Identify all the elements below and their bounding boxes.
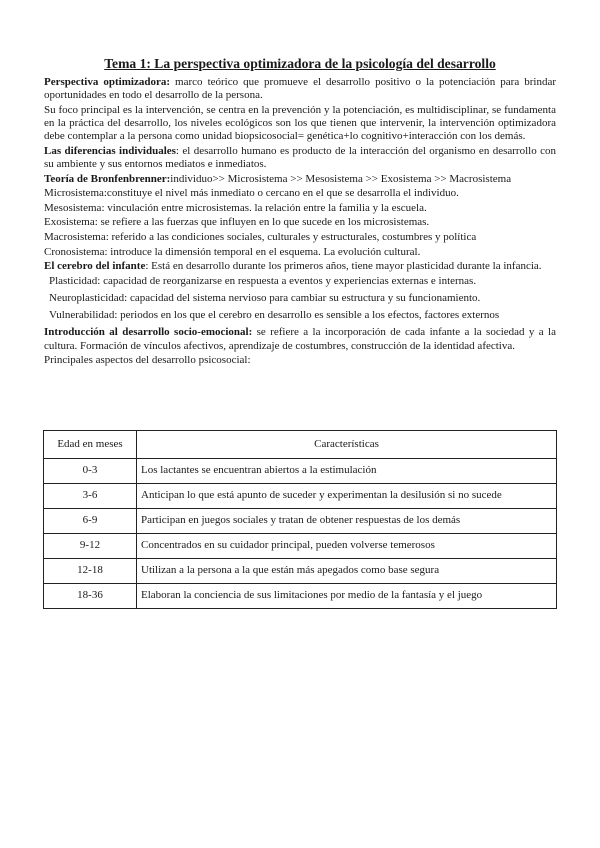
- cell-description: Anticipan lo que está apunto de suceder y experimentan la desilusión si no sucede: [137, 484, 557, 509]
- paragraph-microsistema: Microsistema:constituye el nivel más inmediato o cercano en el que se desarrolla el individuo.: [44, 187, 459, 200]
- paragraph-plasticidad: Plasticidad: capacidad de reorganizarse en respuesta a eventos y experiencias externas e internas.: [49, 274, 477, 287]
- cell-description: Los lactantes se encuentran abiertos a la estimulación: [137, 459, 557, 484]
- document-body: [44, 76, 556, 369]
- paragraph-principales: Principales aspectos del desarrollo psicosocial:: [44, 354, 251, 367]
- paragraph-exosistema: Exosistema: se refiere a las fuerzas que influyen en lo que sucede en los microsistemas.: [44, 216, 430, 229]
- cell-age: 6-9: [44, 509, 137, 534]
- header-edad: Edad en meses: [44, 431, 137, 459]
- term-socioemocional: Introducción al desarrollo socio-emocional:: [44, 326, 253, 339]
- term-bronfenbrenner: Teoría de Bronfenbrenner:: [44, 172, 171, 185]
- page-title: Tema 1: La perspectiva optimizadora de la psicología del desarrollo: [104, 56, 496, 71]
- paragraph-cronosistema: Cronosistema: introduce la dimensión temporal en el esquema. La evolución cultural.: [44, 245, 421, 258]
- term-perspectiva: Perspectiva optimizadora:: [44, 76, 171, 88]
- paragraph-vulnerabilidad: Vulnerabilidad: periodos en los que el cerebro en desarrollo es sensible a los efectos, factores externos: [49, 309, 500, 322]
- table-row: [44, 459, 557, 484]
- term-diferencias: Las diferencias individuales: [44, 144, 176, 157]
- cell-description: Elaboran la conciencia de sus limitaciones por medio de la fantasía y el juego: [137, 584, 557, 609]
- cell-description: Concentrados en su cuidador principal, pueden volverse temerosos: [137, 534, 557, 559]
- table-row: [44, 509, 557, 534]
- cell-age: 3-6: [44, 484, 137, 509]
- table-row: [44, 559, 557, 584]
- paragraph-neuroplasticidad: Neuroplasticidad: capacidad del sistema nervioso para cambiar su estructura y su funcionamiento.: [49, 291, 481, 304]
- table-row: [44, 584, 557, 609]
- header-caracteristicas: Características: [137, 431, 557, 459]
- table-header-row: [44, 431, 557, 459]
- cell-age: 12-18: [44, 559, 137, 584]
- text-bronfenbrenner: individuo>> Microsistema >> Mesosistema >> Exosistema >> Macrosistema: [170, 172, 512, 185]
- paragraph-macrosistema: Macrosistema: referido a las condiciones sociales, culturales y estructurales, costumbres y política: [44, 230, 477, 243]
- text-perspectiva: marco teórico que promueve el desarrollo positivo o la potenciación para brindar oportunidades en todo el desarrollo de la persona.: [44, 76, 557, 102]
- cell-age: 9-12: [44, 534, 137, 559]
- paragraph-foco: Su foco principal es la intervención, se centra en la prevención y la potenciación, es multidisciplinar, se fundamenta en la práctica del desarrollo, los niveles ecológicos son los que tienen que intervenir, la intervención optimizadora debe contemplar a la persona como unidad biopsicosocial= genética+lo cognitivo+interacción con los demás.: [44, 103, 556, 143]
- paragraph-bronfenbrenner: [44, 173, 556, 186]
- paragraph-cerebro: [44, 260, 556, 273]
- cell-description: Participan en juegos sociales y tratan de obtener respuestas de los demás: [137, 509, 557, 534]
- term-cerebro: El cerebro del infante: [44, 260, 146, 273]
- table-row: [44, 534, 557, 559]
- cell-age: 18-36: [44, 584, 137, 609]
- cell-description: Utilizan a la persona a la que están más apegados como base segura: [137, 559, 557, 584]
- cell-age: 0-3: [44, 459, 137, 484]
- table-row: [44, 484, 557, 509]
- paragraph-perspectiva: [44, 76, 556, 102]
- paragraph-diferencias: [44, 145, 556, 171]
- text-cerebro: : Está en desarrollo durante los primeros años, tiene mayor plasticidad durante la infancia.: [145, 260, 542, 273]
- text-diferencias: : el desarrollo humano es producto de la interacción del organismo en desarrollo con su ambiente y sus entornos mediatos e inmediatos.: [44, 144, 556, 170]
- text-socioemocional: se refiere a la incorporación de cada infante a la sociedad y a la cultura. Formación de vínculos afectivos, aprendizaje de costumbres, construcción de la identidad afectiva.: [44, 326, 556, 352]
- paragraph-mesosistema: Mesosistema: vinculación entre microsistemas. la relación entre la familia y la escuela.: [44, 201, 427, 214]
- psychosocial-table: [43, 430, 557, 609]
- paragraph-socioemocional: [44, 326, 556, 352]
